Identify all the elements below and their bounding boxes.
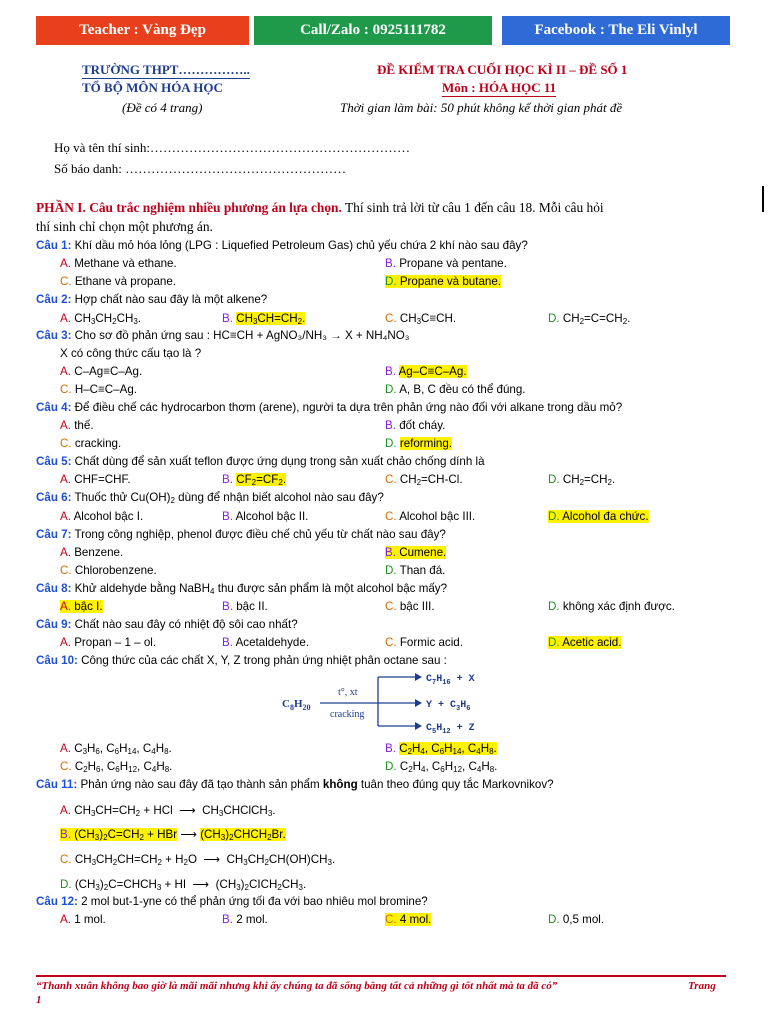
question-4: [36, 401, 622, 414]
option-letter: A.: [60, 913, 71, 926]
option-letter: B.: [385, 365, 396, 378]
q11-option-a[interactable]: A. $CH_3CH=CH_2$ + HCl ⟶ $CH_3CHClCH_3$.: [60, 804, 276, 818]
question-9: [36, 618, 298, 631]
q7-number: Câu 7:: [36, 528, 72, 541]
option-letter: C.: [385, 473, 397, 486]
q7-option-a[interactable]: [60, 546, 123, 559]
q6-option-b[interactable]: [222, 510, 308, 523]
scheme-cracking: cracking: [330, 709, 365, 720]
option-text: Than đá.: [399, 564, 446, 577]
option-letter: A.: [60, 312, 71, 325]
arrowhead-icon: [415, 673, 422, 681]
question-5: [36, 455, 485, 468]
question-10: [36, 654, 447, 667]
option-letter: D.: [548, 510, 560, 523]
question-8: Câu 8: Khử aldehyde bằng NaBH$_4$ thu được sản phẩm là một alcohol bậc mấy?: [36, 582, 448, 596]
option-letter: B.: [60, 828, 71, 841]
q5-text: Chất dùng để sản xuất teflon được ứng dụng trong sản xuất chảo chống dính là: [71, 455, 485, 468]
q8-option-a[interactable]: [60, 600, 103, 613]
option-letter: C.: [385, 636, 397, 649]
option-text: 0,5 mol.: [562, 913, 605, 926]
student-id-line: Số báo danh: ……………………………………………: [54, 161, 347, 176]
q6-option-d[interactable]: [548, 510, 649, 523]
option-letter: B.: [222, 510, 233, 523]
option-letter: A.: [60, 419, 71, 432]
option-text: 4 mol.: [399, 913, 432, 926]
option-letter: D.: [385, 760, 397, 773]
question-7: [36, 528, 446, 541]
q4-option-c[interactable]: [60, 437, 121, 450]
q8-option-d[interactable]: [548, 600, 675, 613]
question-1: [36, 239, 528, 252]
question-11: [36, 778, 554, 791]
option-letter: B.: [385, 742, 396, 755]
option-letter: B.: [385, 546, 396, 559]
subject-title: Môn : HÓA HỌC 11: [442, 80, 557, 95]
q4-option-a[interactable]: [60, 419, 94, 432]
option-letter: A.: [60, 804, 71, 817]
page-label: Trang: [688, 980, 716, 992]
q10-number: Câu 10:: [36, 654, 78, 667]
option-letter: A.: [60, 473, 71, 486]
q9-option-d[interactable]: [548, 636, 621, 649]
footer-divider: [36, 975, 726, 977]
option-letter: A.: [60, 510, 71, 523]
q5-option-c[interactable]: C. $CH_2=CH-Cl$.: [385, 473, 463, 487]
option-text: Alcohol bậc II.: [235, 510, 309, 523]
q12-option-c[interactable]: [385, 913, 431, 926]
option-letter: D.: [548, 473, 560, 486]
q1-option-c[interactable]: [60, 275, 176, 288]
q7-option-d[interactable]: [385, 564, 445, 577]
option-text: thế.: [74, 419, 94, 432]
q1-option-b[interactable]: [385, 257, 507, 270]
q5-number: Câu 5:: [36, 455, 72, 468]
option-letter: B.: [222, 600, 233, 613]
option-letter: C.: [60, 853, 72, 866]
q1-option-a[interactable]: [60, 257, 177, 270]
option-letter: D.: [60, 878, 72, 891]
q11-option-d[interactable]: D. $(CH_3)_2C=CHCH_3$ + HI ⟶ $(CH_3)_2CICH_2CH_3$.: [60, 878, 307, 892]
q4-text: Để điều chế các hydrocarbon thơm (arene), người ta dựa trên phản ứng nào đối với alkane trong dầu mỏ?: [71, 401, 623, 414]
option-text: bậc II.: [236, 600, 268, 613]
q10-text: Công thức của các chất X, Y, Z trong phản ứng nhiệt phân octane sau :: [77, 654, 447, 667]
q10-option-d[interactable]: D. $C_2H_4$, $C_6H_{12}$, $C_4H_8$.: [385, 760, 498, 774]
q7-option-b[interactable]: [385, 546, 446, 559]
question-12: [36, 895, 428, 908]
option-text: bậc III.: [399, 600, 435, 613]
option-letter: B.: [222, 636, 233, 649]
part1-heading: [36, 200, 604, 216]
option-letter: D.: [385, 275, 397, 288]
department-name: TỔ BỘ MÔN HÓA HỌC: [82, 80, 223, 95]
option-text: Cumene.: [399, 546, 447, 559]
option-letter: C.: [60, 383, 72, 396]
q11-text-2: tuân theo đúng quy tắc Markovnikov?: [357, 778, 554, 791]
facebook-banner: Facebook : The Eli Vinlyl: [502, 16, 730, 45]
option-text: Propan – 1 – ol.: [74, 636, 157, 649]
q11-emphasis: không: [322, 778, 358, 791]
q1-text: Khí dầu mỏ hóa lỏng (LPG : Liquefied Petroleum Gas) chủ yếu chứa 2 khí nào sau đây?: [71, 239, 528, 252]
cracking-scheme: [270, 668, 500, 740]
option-text: 1 mol.: [74, 913, 106, 926]
option-text: Alcohol đa chức.: [562, 510, 649, 523]
option-text: Propane và pentane.: [399, 257, 507, 270]
option-text: bậc I.: [74, 600, 103, 613]
option-letter: C.: [385, 913, 397, 926]
q11-option-b[interactable]: B. $(CH_3)_2C=CH_2$ + HBr ⟶ $(CH_3)_2CHCH_2Br$.: [60, 828, 286, 842]
option-letter: C.: [60, 760, 72, 773]
q3-number: Câu 3:: [36, 329, 72, 342]
option-letter: B.: [222, 913, 233, 926]
q9-option-b[interactable]: [222, 636, 309, 649]
q6-option-c[interactable]: [385, 510, 475, 523]
q7-text: Trong công nghiệp, phenol được điều chế chủ yếu từ chất nào sau đây?: [71, 528, 446, 541]
part1-title: PHẦN I. Câu trắc nghiệm nhiều phương án lựa chọn.: [36, 200, 342, 215]
option-letter: A.: [60, 546, 71, 559]
q10-option-c[interactable]: C. $C_2H_6$, $C_6H_{12}$, $C_4H_8$.: [60, 760, 173, 774]
option-letter: D.: [548, 913, 560, 926]
option-text: H–C≡C–Ag.: [74, 383, 138, 396]
option-text: reforming.: [399, 437, 453, 450]
option-letter: D.: [385, 564, 397, 577]
option-letter: D.: [385, 383, 397, 396]
option-text: C–Ag≡C–Ag.: [74, 365, 143, 378]
option-text: không xác định được.: [562, 600, 675, 613]
student-name-line: Họ và tên thí sinh:……………………………………………………: [54, 140, 411, 155]
question-6: Câu 6: Thuốc thử $Cu(OH)_2$ dùng để nhận biết alcohol nào sau đây?: [36, 491, 384, 505]
q3-text: Cho sơ đồ phản ứng sau : HC≡CH + AgNO₃/NH₃ → X + NH₄NO₃: [71, 329, 410, 342]
q11-text: Phản ứng nào sau đây đã tạo thành sản phẩm: [77, 778, 323, 791]
option-letter: C.: [60, 275, 72, 288]
q9-number: Câu 9:: [36, 618, 72, 631]
q1-option-d[interactable]: [385, 275, 501, 288]
option-text: Methane và ethane.: [74, 257, 177, 270]
option-text: Benzene.: [74, 546, 124, 559]
scheme-product-top: $C_7H_{16} + X$: [426, 674, 475, 687]
q8-option-c[interactable]: [385, 600, 435, 613]
q12-number: Câu 12:: [36, 895, 78, 908]
q3-option-b[interactable]: [385, 365, 467, 378]
q9-option-c[interactable]: [385, 636, 463, 649]
part1-instruction-2: thí sinh chỉ chọn một phương án.: [36, 219, 213, 234]
option-text: Formic acid.: [399, 636, 463, 649]
q3-option-c[interactable]: [60, 383, 137, 396]
scheme-product-mid: $Y + C_3H_6$: [426, 700, 471, 713]
exam-title: ĐỀ KIỂM TRA CUỐI HỌC KÌ II – ĐỀ SỐ 1: [377, 62, 628, 77]
option-text: Alcohol bậc III.: [399, 510, 476, 523]
q4-option-d[interactable]: [385, 437, 452, 450]
q2-text: Hợp chất nào sau đây là một alkene?: [71, 293, 268, 306]
text-cursor: [762, 186, 764, 212]
option-letter: A.: [60, 257, 71, 270]
option-letter: D.: [548, 312, 560, 325]
arrowhead-icon: [415, 722, 422, 730]
option-letter: B.: [222, 473, 233, 486]
q8-option-b[interactable]: [222, 600, 268, 613]
q10-option-a[interactable]: A. $C_3H_6$, $C_6H_{14}$, $C_4H_8$.: [60, 742, 172, 756]
option-text: đốt cháy.: [399, 419, 446, 432]
option-text: Ethane và propane.: [74, 275, 177, 288]
contact-banner: Call/Zalo : 0925111782: [254, 16, 492, 45]
option-text: Chlorobenzene.: [74, 564, 157, 577]
q6-option-a[interactable]: [60, 510, 143, 523]
option-text: Ag–C≡C–Ag.: [398, 365, 467, 378]
option-text: 2 mol.: [236, 913, 268, 926]
exam-time: Thời gian làm bài: 50 phút không kể thời gian phát đề: [340, 100, 623, 115]
option-letter: A.: [60, 742, 71, 755]
q9-text: Chất nào sau đây có nhiệt độ sôi cao nhất?: [71, 618, 298, 631]
scheme-c8h20: $C_8H_{20}$: [282, 698, 311, 712]
q2-option-b[interactable]: B. $CH_3CH=CH_2$.: [222, 312, 306, 326]
option-text: Acetaldehyde.: [235, 636, 310, 649]
option-letter: D.: [548, 636, 560, 649]
option-letter: C.: [385, 312, 397, 325]
q5-option-a[interactable]: A. CHF=CHF.: [60, 473, 131, 486]
q12-option-b[interactable]: [222, 913, 268, 926]
part1-instruction: Thí sinh trả lời từ câu 1 đến câu 18. Mỗi câu hỏi: [341, 200, 604, 215]
q5-option-b[interactable]: B. $CF_2=CF_2$.: [222, 473, 287, 487]
option-letter: B.: [385, 257, 396, 270]
option-letter: A.: [60, 600, 71, 613]
q8-number: Câu 8:: [36, 582, 72, 595]
arrowhead-icon: [415, 699, 422, 707]
q2-option-d[interactable]: D. $CH_2=C=CH_2$.: [548, 312, 631, 326]
q9-option-a[interactable]: [60, 636, 156, 649]
scheme-product-bottom: $C_5H_{12} + Z$: [426, 723, 475, 736]
question-2: [36, 293, 267, 306]
school-name: TRƯỜNG THPT……………..: [82, 62, 250, 77]
q4-number: Câu 4:: [36, 401, 72, 414]
option-letter: A.: [60, 636, 71, 649]
q3-text-2: X có công thức cấu tạo là ?: [60, 347, 202, 360]
q12-option-a[interactable]: [60, 913, 106, 926]
q11-number: Câu 11:: [36, 778, 78, 791]
option-letter: B.: [385, 419, 396, 432]
option-text: Alcohol bậc I.: [73, 510, 144, 523]
option-letter: C.: [385, 510, 397, 523]
q3-option-d[interactable]: [385, 383, 526, 396]
q7-option-c[interactable]: [60, 564, 157, 577]
option-text: Acetic acid.: [562, 636, 622, 649]
option-letter: A.: [60, 365, 71, 378]
option-letter: D.: [548, 600, 560, 613]
page-count: (Đề có 4 trang): [122, 100, 203, 115]
question-3: [36, 329, 410, 342]
option-text: cracking.: [74, 437, 122, 450]
option-letter: C.: [60, 437, 72, 450]
option-letter: B.: [222, 312, 233, 325]
q2-option-c[interactable]: C. $CH_3C\equiv CH$.: [385, 312, 457, 326]
q3-option-a[interactable]: [60, 365, 142, 378]
q11-option-c[interactable]: C. $CH_3CH_2CH=CH_2 + H_2O$ ⟶ $CH_3CH_2CH(OH)CH_3$.: [60, 853, 336, 867]
teacher-banner: Teacher : Vàng Đẹp: [36, 16, 249, 45]
q5-option-d[interactable]: D. $CH_2=CH_2$.: [548, 473, 616, 487]
q2-number: Câu 2:: [36, 293, 72, 306]
q2-option-a[interactable]: A. $CH_3CH_2CH_3$.: [60, 312, 142, 326]
q12-option-d[interactable]: [548, 913, 604, 926]
q6-number: Câu 6:: [36, 491, 72, 504]
scheme-condition: t°, xt: [338, 687, 358, 698]
option-letter: D.: [385, 437, 397, 450]
q10-option-b[interactable]: B. $C_2H_4$, $C_6H_{14}$, $C_4H_8$.: [385, 742, 497, 756]
option-text: A, B, C đều có thể đúng.: [399, 383, 526, 396]
footer-quote: “Thanh xuân không bao giờ là mãi mãi nhưng khi ấy chúng ta đã sống bằng tất cả những gì tốt nhất mà ta đã có”: [36, 980, 558, 992]
option-text: Propane và butane.: [399, 275, 502, 288]
page-number: 1: [36, 994, 42, 1006]
option-letter: C.: [385, 600, 397, 613]
option-letter: C.: [60, 564, 72, 577]
q12-text: 2 mol but-1-yne có thể phản ứng tối đa với bao nhiêu mol bromine?: [77, 895, 428, 908]
q1-number: Câu 1:: [36, 239, 72, 252]
q4-option-b[interactable]: [385, 419, 445, 432]
